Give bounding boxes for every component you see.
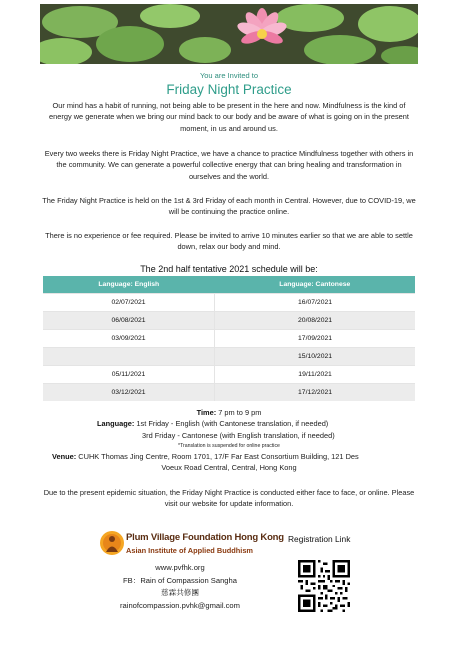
language-line-1 bbox=[97, 419, 427, 428]
email-link[interactable]: rainofcompassion.pvhk@gmail.com bbox=[120, 601, 240, 610]
time-line bbox=[0, 408, 458, 417]
language-first-friday: 1st Friday - English (with Cantonese translation, if needed) bbox=[134, 419, 329, 428]
column-header-cantonese: Language: Cantonese bbox=[215, 276, 415, 294]
language-line-2: 3rd Friday - Cantonese (with English translation, if needed) bbox=[142, 431, 335, 440]
page-title: Friday Night Practice bbox=[166, 82, 292, 97]
english-date: 05/11/2021 bbox=[43, 366, 215, 384]
cantonese-date: 20/08/2021 bbox=[215, 312, 415, 330]
english-date: 06/08/2021 bbox=[43, 312, 215, 330]
cantonese-date: 19/11/2021 bbox=[215, 366, 415, 384]
schedule-table bbox=[43, 276, 415, 401]
english-date: 02/07/2021 bbox=[43, 294, 215, 312]
table-row bbox=[43, 312, 415, 330]
time-value: 7 pm to 9 pm bbox=[216, 408, 262, 417]
cantonese-date: 16/07/2021 bbox=[215, 294, 415, 312]
cantonese-date: 17/12/2021 bbox=[215, 384, 415, 402]
table-row bbox=[43, 384, 415, 402]
registration-qr-code-icon[interactable] bbox=[298, 560, 350, 612]
language-label: Language: bbox=[97, 419, 135, 428]
time-label: Time: bbox=[196, 408, 217, 417]
table-row bbox=[43, 330, 415, 348]
english-date: 03/12/2021 bbox=[43, 384, 215, 402]
venue-address: CUHK Thomas Jing Centre, Room 1701, 17/F Far East Consortium Building, 121 Des bbox=[76, 452, 359, 461]
intro-paragraph: Our mind has a habit of running, not being able to be present in the here and now. Mindfulness is the kind of energy we generate when we bring our mind back to our body and be aware of what is going on in the present moment, in us and around us. bbox=[49, 101, 409, 133]
practice-paragraph: Every two weeks there is Friday Night Practice, we have a chance to practice Mindfulness together with others in the community. We can generate a powerful collective energy that can bring healing and transformation in ourselves and the world. bbox=[44, 149, 414, 181]
schedule-paragraph: The Friday Night Practice is held on the 1st & 3rd Friday of each month in Central. However, due to COVID-19, we will be continuing the practice online. bbox=[42, 196, 416, 217]
venue-line-1 bbox=[52, 452, 432, 461]
registration-label: Registration Link bbox=[288, 534, 351, 544]
schedule-title: The 2nd half tentative 2021 schedule will be: bbox=[140, 264, 318, 274]
website-link[interactable]: www.pvfhk.org bbox=[155, 563, 205, 572]
cantonese-date: 15/10/2021 bbox=[215, 348, 415, 366]
english-date bbox=[43, 348, 215, 366]
translation-note: *Translation is suspended for online practice bbox=[178, 443, 280, 449]
sangha-chinese-name: 慈霖共修團 bbox=[161, 588, 199, 597]
cantonese-date: 17/09/2021 bbox=[215, 330, 415, 348]
requirements-paragraph: There is no experience or fee required. Please be invited to arrive 10 minutes earlier so that we are able to settle down, relax our body and mind. bbox=[45, 231, 413, 252]
plum-village-logo bbox=[100, 529, 284, 559]
org-subtitle: Asian Institute of Applied Buddhism bbox=[126, 546, 254, 555]
table-row bbox=[43, 294, 415, 312]
table-header-row bbox=[43, 276, 415, 294]
column-header-english: Language: English bbox=[43, 276, 215, 294]
epidemic-note: Due to the present epidemic situation, the Friday Night Practice is conducted either face to face, or online. Please visit our website for update information. bbox=[43, 488, 415, 509]
facebook-name: FB：Rain of Compassion Sangha bbox=[123, 576, 237, 585]
english-date: 03/09/2021 bbox=[43, 330, 215, 348]
lotus-banner-image bbox=[40, 4, 418, 64]
venue-label: Venue: bbox=[52, 452, 77, 461]
table-row bbox=[43, 348, 415, 366]
venue-line-2: Voeux Road Central, Central, Hong Kong bbox=[161, 463, 297, 472]
org-name: Plum Village Foundation Hong Kong bbox=[126, 532, 284, 543]
table-row bbox=[43, 366, 415, 384]
invited-subtitle: You are Invited to bbox=[199, 71, 259, 80]
buddha-emblem-icon bbox=[100, 530, 124, 556]
